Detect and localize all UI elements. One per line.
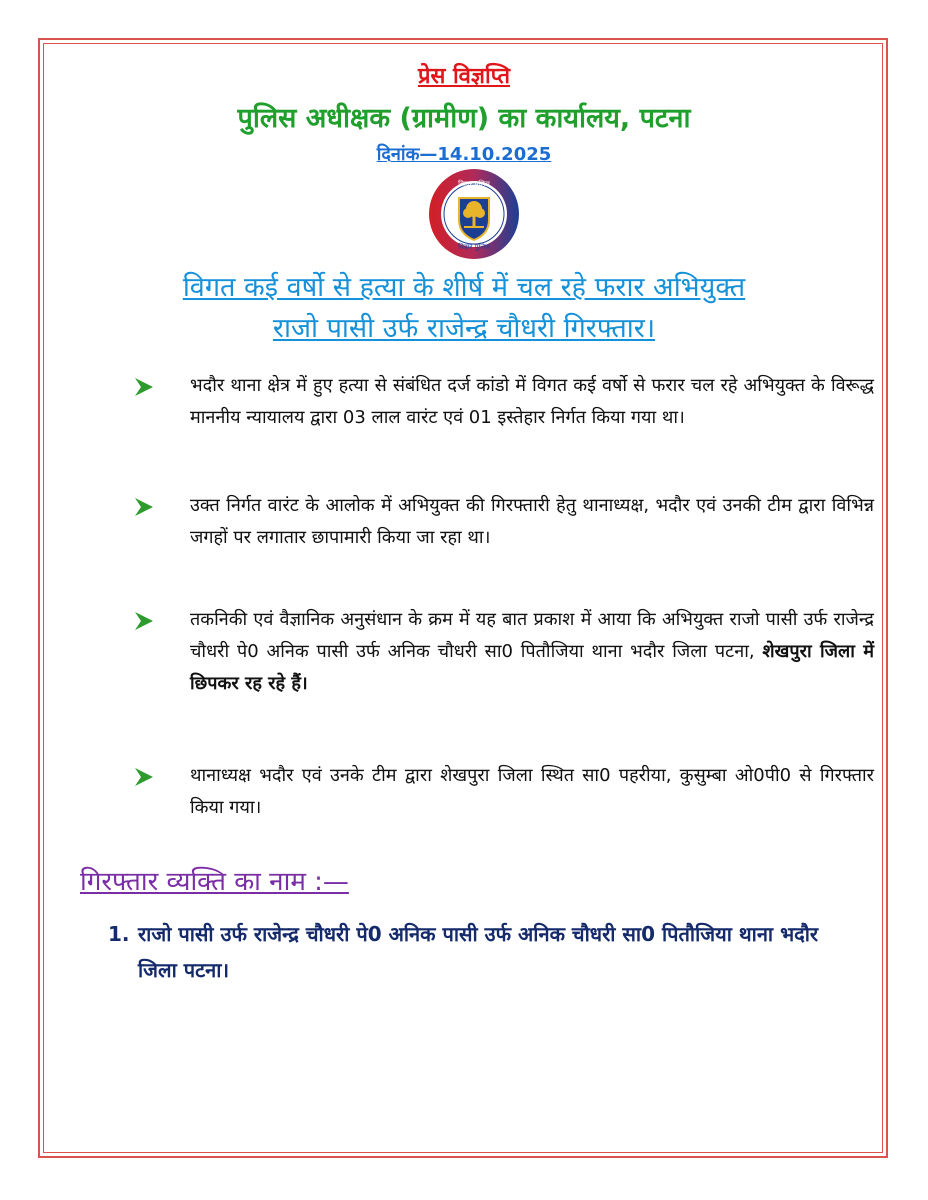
headline-line-1: विगत कई वर्षो से हत्या के शीर्ष में चल रहे फरार अभियुक्त bbox=[182, 272, 746, 303]
arrested-persons-heading: गिरफ्तार व्यक्ति का नाम :— bbox=[80, 867, 349, 897]
emblem-text-bottom: बिहार पुलिस bbox=[458, 243, 490, 251]
press-release-title: प्रेस विज्ञप्ति bbox=[417, 64, 511, 89]
arrow-bullet-icon bbox=[133, 610, 155, 632]
arrested-person-item bbox=[108, 916, 828, 988]
release-date: दिनांक—14.10.2025 bbox=[376, 144, 552, 165]
arrested-person-number: 1. bbox=[108, 922, 130, 946]
bullet-item-3-bold: शेखपुरा जिला में छिपकर रह रहे हैं। bbox=[190, 641, 874, 694]
bihar-police-emblem-icon bbox=[428, 168, 520, 260]
emblem-text-top: बिहार पुलिस bbox=[458, 180, 490, 188]
headline-line-2: राजो पासी उर्फ राजेन्द्र चौधरी गिरफ्तार। bbox=[272, 313, 656, 344]
arrow-bullet-icon bbox=[133, 766, 155, 788]
office-title: पुलिस अधीक्षक (ग्रामीण) का कार्यालय, पटना bbox=[237, 103, 691, 134]
bullet-item-4: थानाध्यक्ष भदौर एवं उनके टीम द्वारा शेखपुरा जिला स्थित सा0 पहरीया, कुसुम्बा ओ0पी0 से गिरफ्तार किया गया। bbox=[190, 765, 874, 818]
bullet-item-2: उक्त निर्गत वारंट के आलोक में अभियुक्त की गिरफ्तारी हेतु थानाध्यक्ष, भदौर एवं उनकी टीम द्वारा विभिन्न जगहों पर लगातार छापामारी किया जा रहा था। bbox=[190, 495, 874, 548]
arrested-person-name: राजो पासी उर्फ राजेन्द्र चौधरी पे0 अनिक पासी उर्फ अनिक चौधरी सा0 पितौजिया थाना भदौर जिला पटना। bbox=[138, 922, 819, 982]
arrow-bullet-icon bbox=[133, 376, 155, 398]
bullet-item-3 bbox=[190, 604, 874, 700]
arrow-bullet-icon bbox=[133, 496, 155, 518]
bullet-item-1: भदौर थाना क्षेत्र में हुए हत्या से संबंधित दर्ज कांडो में विगत कई वर्षो से फरार चल रहे अभियुक्त के विरूद्ध माननीय न्यायालय द्वारा 03 लाल वारंट एवं 01 इस्तेहार निर्गत किया गया था। bbox=[190, 375, 874, 428]
bullet-item-3-text: तकनिकी एवं वैज्ञानिक अनुसंधान के क्रम में यह बात प्रकाश में आया कि अभियुक्त राजो पासी उर्फ राजेन्द्र चौधरी पे0 अनिक पासी उर्फ अनिक चौधरी सा0 पितौजिया थाना भदौर जिला पटना, bbox=[190, 609, 874, 662]
